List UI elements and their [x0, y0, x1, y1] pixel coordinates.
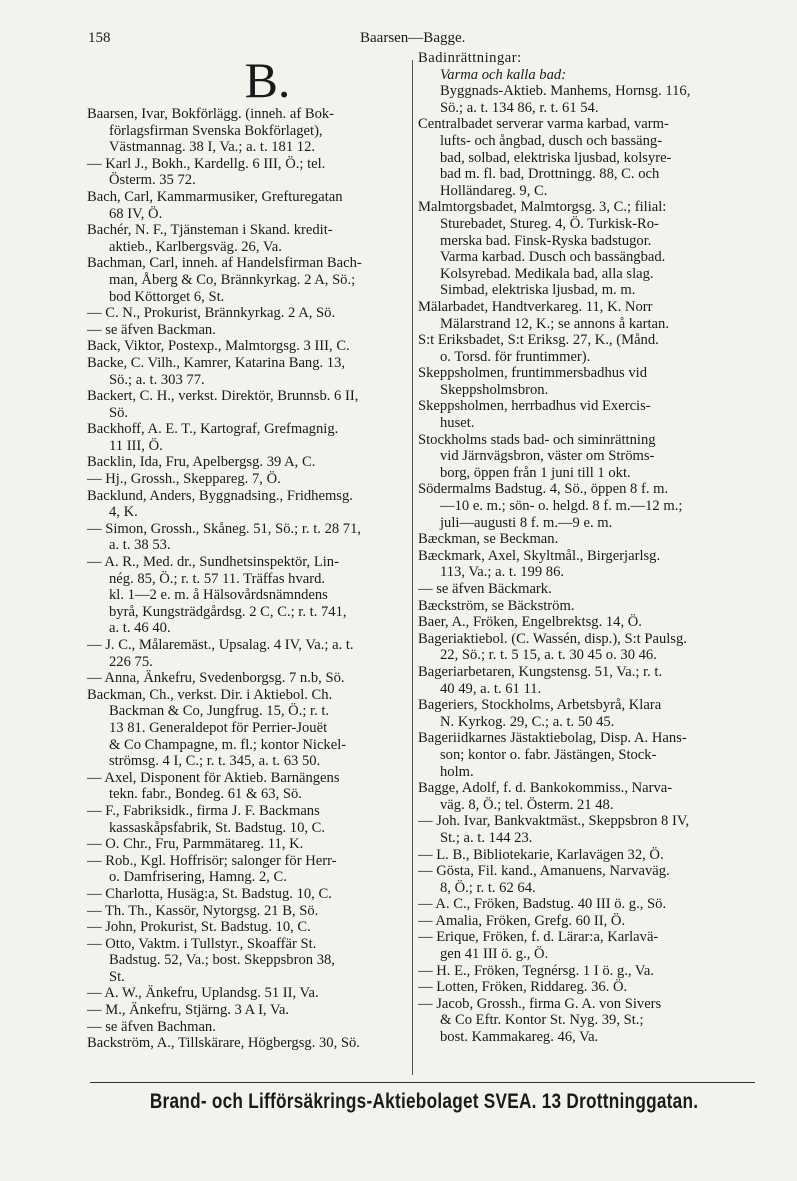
- left-column: [87, 50, 408, 1052]
- entry-line: St.: [109, 968, 125, 985]
- entry-line: Backhoff, A. E. T., Kartograf, Grefmagnig.: [87, 421, 339, 438]
- entry-line: & Co Eftr. Kontor St. Nyg. 39, St.;: [440, 1012, 644, 1029]
- entry-line: — A. R., Med. dr., Sundhetsinspektör, Lin-: [87, 554, 339, 571]
- entry-line: förlagsfirman Svenska Bokförlaget),: [109, 122, 323, 139]
- entry-line: Backman, Ch., verkst. Dir. i Aktiebol. Ch.: [87, 686, 333, 703]
- entry-line: — Jacob, Grossh., firma G. A. von Sivers: [418, 995, 662, 1012]
- entry-line: a. t. 38 53.: [109, 537, 171, 554]
- entry-line: — Karl J., Bokh., Kardellg. 6 III, Ö.; tel.: [87, 155, 326, 172]
- entry-line: Skeppsholmen, herrbadhus vid Exercis-: [418, 398, 651, 415]
- entry-line: merska bad. Finsk-Ryska badstugor.: [440, 232, 652, 249]
- entry-line: Sö.; a. t. 303 77.: [109, 371, 205, 388]
- entry-line: — John, Prokurist, St. Badstug. 10, C.: [87, 919, 311, 936]
- entry-line: Bageriidkarnes Jästaktiebolag, Disp. A. Hans-: [418, 730, 687, 747]
- right-heading: Badinrättningar:: [418, 50, 522, 66]
- entry-line: — Joh. Ivar, Bankvaktmäst., Skeppsbron 8 IV,: [418, 813, 690, 830]
- entry-line: vid Järnvägsbron, väster om Ströms-: [440, 448, 655, 465]
- entry-line: Bæckström, se Bäckström.: [418, 597, 575, 614]
- entry-line: — Rob., Kgl. Hoffrisör; salonger för Herr-: [87, 852, 337, 869]
- entry-line: 113, Va.; a. t. 199 86.: [440, 564, 565, 581]
- entry-line: Holländareg. 9, C.: [440, 182, 548, 199]
- entry-line: N. Kyrkog. 29, C.; a. t. 50 45.: [440, 713, 615, 730]
- entry-line: Baer, A., Fröken, Engelbrektsg. 14, Ö.: [418, 614, 642, 631]
- entry-line: juli—augusti 8 f. m.—9 e. m.: [440, 514, 613, 531]
- entry-line: huset.: [440, 415, 475, 432]
- entry-line: — Erique, Fröken, f. d. Lärar:a, Karlavä-: [418, 929, 659, 946]
- entry-line: byrå, Kungsträdgårdsg. 2 C, C.; r. t. 741,: [109, 603, 347, 620]
- entry-line: Bageriers, Stockholms, Arbetsbyrå, Klara: [418, 697, 662, 714]
- entry-line: väg. 8, Ö.; tel. Österm. 21 48.: [440, 796, 614, 813]
- entry-line: — L. B., Bibliotekarie, Karlavägen 32, Ö.: [418, 846, 664, 863]
- entry-line: Bæckman, se Beckman.: [418, 531, 559, 548]
- entry-line: 4, K.: [109, 504, 138, 521]
- entry-line: o. Damfrisering, Hamng. 2, C.: [109, 869, 287, 886]
- entry-line: St.; a. t. 144 23.: [440, 829, 533, 846]
- entry-line: — M., Änkefru, Stjärng. 3 A I, Va.: [87, 1002, 290, 1019]
- entry-line: — Th. Th., Kassör, Nytorgsg. 21 B, Sö.: [87, 902, 319, 919]
- entry-line: 8, Ö.; r. t. 62 64.: [440, 879, 536, 896]
- entry-line: lufts- och ångbad, dusch och bassäng-: [440, 132, 663, 149]
- left-entries: [87, 106, 408, 1052]
- entry-line: Badstug. 52, Va.; bost. Skeppsbron 38,: [109, 952, 335, 969]
- entry-line: Skeppsholmsbron.: [440, 381, 549, 398]
- entry-line: Sö.; a. t. 134 86, r. t. 61 54.: [440, 99, 599, 116]
- entry-line: — O. Chr., Fru, Parmmätareg. 11, K.: [87, 836, 304, 853]
- entry-line: — Amalia, Fröken, Grefg. 60 II, Ö.: [418, 912, 626, 929]
- page-number: 158: [88, 30, 111, 46]
- entry-line: o. Torsd. för fruntimmer).: [440, 348, 591, 365]
- entry-line: 13 81. Generaldepot för Perrier-Jouët: [109, 719, 328, 736]
- entry-line: — A. C., Fröken, Badstug. 40 III ö. g., Sö.: [418, 896, 667, 913]
- entry-line: Baarsen, Ivar, Bokförlägg. (inneh. af Bok-: [87, 106, 335, 122]
- entry-line: Malmtorgsbadet, Malmtorgsg. 3, C.; filial:: [418, 199, 667, 216]
- right-entries: [418, 83, 751, 1045]
- column-divider: [412, 60, 413, 1075]
- entry-line: strömsg. 4 I, C.; r. t. 345, a. t. 63 50.: [109, 753, 321, 770]
- entry-line: 22, Sö.; r. t. 5 15, a. t. 30 45 o. 30 46.: [440, 647, 657, 664]
- entry-line: — Axel, Disponent för Aktieb. Barnängens: [87, 769, 340, 786]
- entry-line: holm.: [440, 763, 474, 780]
- entry-line: 68 IV, Ö.: [109, 205, 163, 222]
- entry-line: Stockholms stads bad- och siminrättning: [418, 431, 656, 448]
- entry-line: Södermalms Badstug. 4, Sö., öppen 8 f. m.: [418, 481, 669, 498]
- entry-line: Backman & Co, Jungfrug. 15, Ö.; r. t.: [109, 703, 330, 720]
- entry-line: Sturebadet, Stureg. 4, Ö. Turkisk-Ro-: [440, 215, 659, 232]
- entry-line: — Hj., Grossh., Skeppareg. 7, Ö.: [87, 471, 281, 488]
- running-head: Baarsen—Bagge.: [360, 30, 466, 46]
- entry-line: — se äfven Bäckmark.: [418, 581, 552, 597]
- entry-line: 226 75.: [109, 653, 153, 670]
- entry-line: Simbad, elektriska ljusbad, m. m.: [440, 282, 636, 299]
- entry-line: son; kontor o. fabr. Jästängen, Stock-: [440, 746, 657, 763]
- entry-line: Västmannag. 38 I, Va.; a. t. 181 12.: [109, 139, 316, 156]
- entry-line: Bageriaktiebol. (C. Wassén, disp.), S:t Paulsg.: [418, 630, 687, 647]
- entry-line: Backlund, Anders, Byggnadsing., Fridhemsg.: [87, 487, 353, 504]
- entry-line: — F., Fabriksidk., firma J. F. Backmans: [87, 802, 320, 819]
- entry-line: & Co Champagne, m. fl.; kontor Nickel-: [109, 736, 347, 753]
- entry-line: — A. W., Änkefru, Uplandsg. 51 II, Va.: [87, 985, 319, 1002]
- entry-line: Byggnads-Aktieb. Manhems, Hornsg. 116,: [440, 83, 691, 100]
- entry-line: Skeppsholmen, fruntimmersbadhus vid: [418, 365, 648, 382]
- footer-rule: [90, 1082, 755, 1083]
- entry-line: bost. Kammakareg. 46, Va.: [440, 1029, 599, 1046]
- entry-line: Mälarstrand 12, K.; se annons å kartan.: [440, 315, 669, 332]
- entry-line: 40 49, a. t. 61 11.: [440, 680, 542, 697]
- entry-line: tekn. fabr., Bondeg. 61 & 63, Sö.: [109, 786, 302, 803]
- entry-line: —10 e. m.; sön- o. helgd. 8 f. m.—12 m.;: [440, 498, 683, 515]
- entry-line: Bach, Carl, Kammarmusiker, Grefturegatan: [87, 188, 343, 205]
- entry-line: Bagge, Adolf, f. d. Bankokommiss., Narva-: [418, 780, 673, 797]
- entry-line: Österm. 35 72.: [109, 172, 196, 189]
- entry-line: Bæckmark, Axel, Skyltmål., Birgerjarlsg.: [418, 547, 661, 564]
- entry-line: 11 III, Ö.: [109, 437, 163, 454]
- entry-line: bad m. fl. bad, Drottningg. 88, C. och: [440, 166, 660, 183]
- entry-line: — C. N., Prokurist, Brännkyrkag. 2 A, Sö.: [87, 305, 336, 322]
- entry-line: — se äfven Bachman.: [87, 1018, 216, 1035]
- section-letter: B.: [244, 52, 291, 108]
- entry-line: Backström, A., Tillskärare, Högbergsg. 30, Sö.: [87, 1035, 360, 1052]
- entry-line: — se äfven Backman.: [87, 321, 216, 338]
- entry-line: aktieb., Karlbergsväg. 26, Va.: [109, 238, 282, 255]
- entry-line: Backe, C. Vilh., Kamrer, Katarina Bang. 13,: [87, 354, 346, 371]
- entry-line: Back, Viktor, Postexp., Malmtorgsg. 3 III, C.: [87, 338, 350, 355]
- entry-line: kl. 1—2 e. m. å Hälsovårdsnämndens: [109, 587, 328, 604]
- entry-line: Bachman, Carl, inneh. af Handelsfirman Bach-: [87, 255, 362, 272]
- entry-line: a. t. 46 40.: [109, 620, 171, 637]
- entry-line: Backlin, Ida, Fru, Apelbergsg. 39 A, C.: [87, 454, 316, 471]
- entry-line: — Gösta, Fil. kand., Amanuens, Narvaväg.: [418, 863, 670, 880]
- entry-line: Varma karbad. Dusch och bassängbad.: [440, 249, 666, 266]
- entry-line: Backert, C. H., verkst. Direktör, Brunnsb. 6 II,: [87, 388, 359, 405]
- right-subheading: Varma och kalla bad:: [440, 66, 567, 83]
- entry-line: — Otto, Vaktm. i Tullstyr., Skoaffär St.: [87, 935, 317, 952]
- entry-line: kassaskåpsfabrik, St. Badstug. 10, C.: [109, 819, 326, 836]
- entry-line: borg, öppen från 1 juni till 1 okt.: [440, 464, 631, 481]
- entry-line: — Anna, Änkefru, Svedenborgsg. 7 n.b, Sö.: [87, 670, 345, 687]
- entry-line: gen 41 III ö. g., Ö.: [440, 946, 549, 963]
- entry-line: nég. 85, Ö.; r. t. 57 11. Träffas hvard.: [109, 570, 326, 587]
- right-column: [418, 50, 751, 1046]
- entry-line: Bageriarbetaren, Kungstensg. 51, Va.; r. t.: [418, 663, 663, 680]
- entry-line: — Lotten, Fröken, Riddareg. 36. Ö.: [418, 979, 628, 996]
- entry-line: bad, solbad, elektriska ljusbad, kolsyre-: [440, 149, 672, 166]
- entry-line: Bachér, N. F., Tjänsteman i Skand. kredit-: [87, 222, 333, 239]
- entry-line: — H. E., Fröken, Tegnérsg. 1 I ö. g., Va.: [418, 962, 654, 979]
- entry-line: Kolsyrebad. Medikala bad, alla slag.: [440, 265, 654, 282]
- entry-line: — J. C., Målaremäst., Upsalag. 4 IV, Va.; a. t.: [87, 637, 354, 653]
- footer-advert: Brand- och Lifförsäkrings-Aktiebolaget SVEA. 13 Drottninggatan.: [149, 1090, 699, 1113]
- entry-line: Mälarbadet, Handtverkareg. 11, K. Norr: [418, 298, 653, 315]
- entry-line: Sö.: [109, 404, 129, 421]
- entry-line: — Charlotta, Husäg:a, St. Badstug. 10, C.: [87, 885, 332, 902]
- entry-line: bod Köttorget 6, St.: [109, 288, 225, 305]
- entry-line: Centralbadet serverar varma karbad, varm-: [418, 116, 669, 133]
- entry-line: man, Åberg & Co, Brännkyrkag. 2 A, Sö.;: [109, 271, 356, 288]
- entry-line: S:t Eriksbadet, S:t Eriksg. 27, K., (Månd.: [418, 332, 659, 349]
- entry-line: — Simon, Grossh., Skåneg. 51, Sö.; r. t. 28 71,: [87, 520, 362, 537]
